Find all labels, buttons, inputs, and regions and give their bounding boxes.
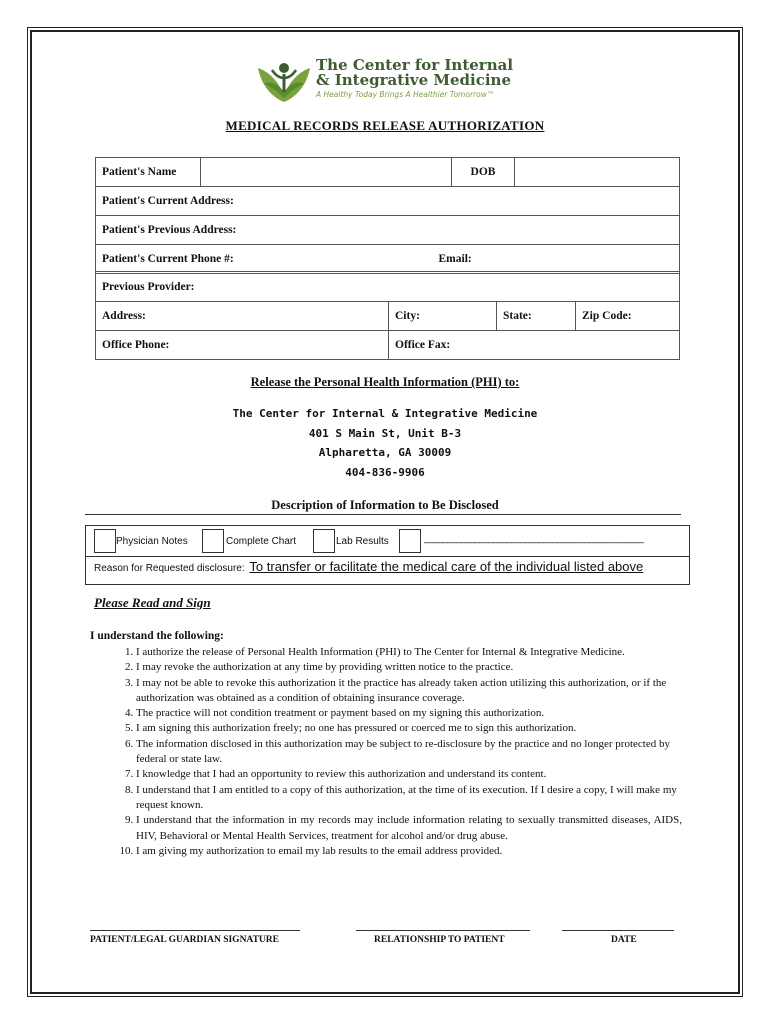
disclosure-options-row <box>86 526 689 557</box>
date-line[interactable] <box>562 930 674 931</box>
complete-chart-checkbox[interactable] <box>202 529 224 553</box>
date-label: DATE <box>611 935 637 945</box>
provider-address-field[interactable] <box>96 302 389 331</box>
reason-value: To transfer or facilitate the medical care of the individual listed above <box>249 559 644 574</box>
office-fax-label: Office Fax: <box>395 339 451 351</box>
term-item: 3. I may not be able to revoke this authorization it the practice has already taken action utilizing this authorization, or if the authorization was obtained as a condition of obtaining insurance coverage. <box>136 676 682 707</box>
page-title: MEDICAL RECORDS RELEASE AUTHORIZATION <box>225 118 545 133</box>
please-read-heading: Please Read and Sign <box>94 595 211 610</box>
release-header: Release the Personal Health Information (PHI) to: <box>250 375 520 389</box>
term-item: 2. I may revoke the authorization at any time by providing written notice to the practice. <box>136 660 682 675</box>
leaf-figure-icon <box>256 58 312 104</box>
provider-state-field[interactable] <box>497 302 576 331</box>
provider-info-table <box>95 271 680 360</box>
term-item: 6. The information disclosed in this authorization may be subject to re-disclosure by the practice and no longer protected by federal or state law. <box>136 737 682 768</box>
reason-label: Reason for Requested disclosure: <box>94 563 245 574</box>
lab-results-checkbox[interactable] <box>313 529 335 553</box>
term-item: 5. I am signing this authorization freely; no one has pressured or coerced me to sign this authorization. <box>136 721 682 736</box>
understand-heading: I understand the following: <box>90 630 224 642</box>
patient-name-label: Patient's Name <box>96 158 201 187</box>
office-fax-field[interactable] <box>389 331 680 360</box>
lab-results-label: Lab Results <box>336 536 389 547</box>
provider-state-label: State: <box>503 310 532 322</box>
previous-address-field[interactable] <box>96 216 680 245</box>
disclosure-header: Description of Information to Be Disclosed <box>271 498 499 512</box>
provider-city-field[interactable] <box>389 302 497 331</box>
relationship-label: RELATIONSHIP TO PATIENT <box>374 935 505 945</box>
terms-list <box>90 645 682 859</box>
term-item: 4. The practice will not condition treatment or payment based on my signing this authorization. <box>136 706 682 721</box>
patient-signature-label: PATIENT/LEGAL GUARDIAN SIGNATURE <box>90 935 279 945</box>
logo-name-line2: & Integrative Medicine <box>316 71 511 89</box>
previous-provider-label: Previous Provider: <box>102 280 195 293</box>
office-phone-field[interactable] <box>96 331 389 360</box>
disclosure-box <box>85 525 690 585</box>
patient-info-table <box>95 157 680 274</box>
reason-row <box>94 559 643 574</box>
physician-notes-label: Physician Notes <box>116 536 188 547</box>
dob-field[interactable] <box>515 158 680 187</box>
previous-address-label: Patient's Previous Address: <box>102 224 237 236</box>
term-item: 10. I am giving my authorization to email my lab results to the email address provided. <box>136 844 682 859</box>
divider <box>85 514 681 515</box>
office-phone-label: Office Phone: <box>102 339 170 351</box>
dob-label: DOB <box>452 158 515 187</box>
logo-tagline: A Healthy Today Brings A Healthier Tomorrow™ <box>316 90 495 99</box>
phone-email-row[interactable] <box>96 245 680 274</box>
provider-city-label: City: <box>395 310 420 322</box>
patient-signature-line[interactable] <box>90 930 300 931</box>
previous-provider-field[interactable] <box>96 272 680 302</box>
term-item: 7. I knowledge that I had an opportunity to review this authorization and understand its content. <box>136 767 682 782</box>
email-label: Email: <box>438 253 472 265</box>
provider-zip-label: Zip Code: <box>582 310 632 322</box>
release-org: The Center for Internal & Integrative Medicine <box>232 407 538 420</box>
release-street: 401 S Main St, Unit B-3 <box>308 427 462 440</box>
current-address-label: Patient's Current Address: <box>102 195 234 207</box>
term-item: 9. I understand that the information in my records may include information relating to sexually transmitted diseases, AIDS, HIV, Behavioral or Mental Health Services, treatment for alcohol and/or drug abuse. <box>136 813 682 844</box>
phone-label: Patient's Current Phone #: <box>102 253 234 265</box>
current-address-field[interactable] <box>96 187 680 216</box>
release-city: Alpharetta, GA 30009 <box>318 446 452 459</box>
provider-zip-field[interactable] <box>576 302 680 331</box>
logo-name-line1: The Center for Internal <box>316 56 514 74</box>
provider-address-label: Address: <box>102 310 146 322</box>
physician-notes-checkbox[interactable] <box>94 529 116 553</box>
release-phone: 404-836-9906 <box>345 466 425 479</box>
term-item: 1. I authorize the release of Personal Health Information (PHI) to The Center for Internal & Integrative Medicine. <box>136 645 682 660</box>
term-item: 8. I understand that I am entitled to a copy of this authorization, at the time of its execution. If I desire a copy, I will make my request known. <box>136 783 682 814</box>
other-blank-field[interactable]: ________________________________________________ <box>424 533 643 544</box>
other-checkbox[interactable] <box>399 529 421 553</box>
clinic-logo <box>256 58 526 104</box>
patient-name-field[interactable] <box>201 158 452 187</box>
complete-chart-label: Complete Chart <box>226 536 297 547</box>
relationship-line[interactable] <box>356 930 530 931</box>
